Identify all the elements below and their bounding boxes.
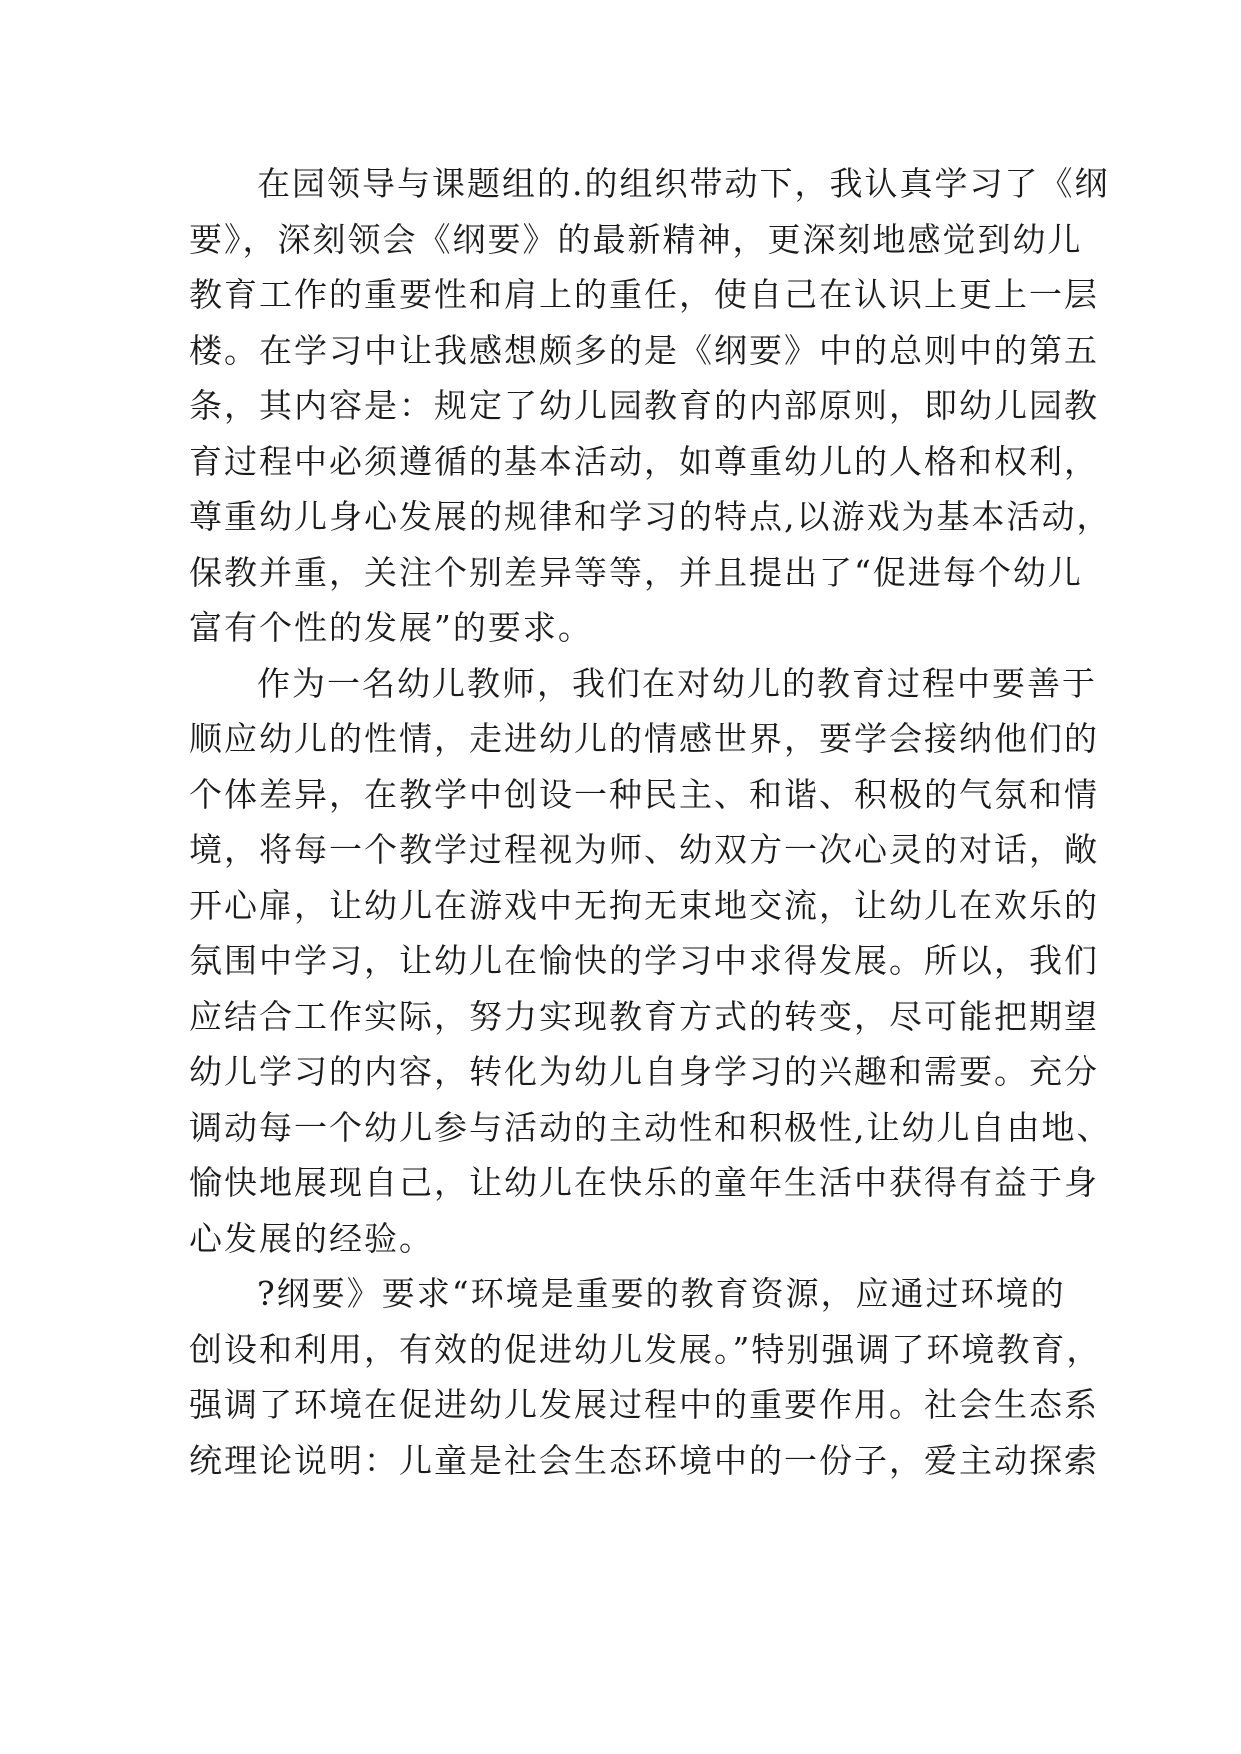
document-body (189, 156, 1112, 1488)
text-line: 强调了环境在促进幼儿发展过程中的重要作用。社会生态系 (189, 1385, 1099, 1424)
text-line: 在园领导与课题组的.的组织带动下，我认真学习了《纲 (257, 164, 1110, 203)
text-line: 教育工作的重要性和肩上的重任，使自己在认识上更上一层 (189, 275, 1099, 314)
text-line: 应结合工作实际，努力实现教育方式的转变，尽可能把期望 (189, 996, 1099, 1036)
text-line: 开心扉，让幼儿在游戏中无拘无束地交流，让幼儿在欢乐的 (189, 885, 1099, 925)
text-line: 统理论说明：儿童是社会生态环境中的一份子，爱主动探索 (189, 1440, 1099, 1480)
text-line: 顺应幼儿的性情，走进幼儿的情感世界，要学会接纳他们的 (189, 719, 1099, 758)
paragraph-2 (189, 656, 1112, 1267)
text-line: 育过程中必须遵循的基本活动，如尊重幼儿的人格和权利， (189, 441, 1099, 481)
paragraph-3 (189, 1266, 1102, 1488)
text-line: 条，其内容是：规定了幼儿园教育的内部原则，即幼儿园教 (189, 386, 1099, 425)
text-line: 愉快地展现自己，让幼儿在快乐的童年生活中获得有益于身 (189, 1163, 1099, 1202)
text-line: 要》，深刻领会《纲要》的最新精神，更深刻地感觉到幼儿 (189, 219, 1083, 259)
text-line: 富有个性的发展”的要求。 (189, 608, 593, 647)
text-line: 个体差异，在教学中创设一种民主、和谐、积极的气氛和情 (189, 774, 1099, 814)
text-line: 楼。在学习中让我感想颇多的是《纲要》中的总则中的第五 (189, 330, 1099, 370)
paragraph-1 (189, 156, 1112, 656)
text-line: 氛围中学习，让幼儿在愉快的学习中求得发展。所以，我们 (189, 941, 1099, 980)
text-line: 保教并重，关注个别差异等等，并且提出了“促进每个幼儿 (189, 552, 1083, 592)
text-line: 幼儿学习的内容，转化为幼儿自身学习的兴趣和需要。充分 (189, 1052, 1099, 1091)
text-line: 尊重幼儿身心发展的规律和学习的特点,以游戏为基本活动， (189, 497, 1112, 536)
text-line: 境，将每一个教学过程视为师、幼双方一次心灵的对话，敞 (189, 830, 1099, 869)
text-line: 调动每一个幼儿参与活动的主动性和积极性,让幼儿自由地、 (189, 1107, 1112, 1147)
text-line: 心发展的经验。 (189, 1218, 434, 1258)
text-line: 创设和利用，有效的促进幼儿发展。”特别强调了环境教育， (189, 1329, 1102, 1369)
text-line: 作为一名幼儿教师，我们在对幼儿的教育过程中要善于 (257, 663, 1097, 703)
text-line: ?纲要》要求“环境是重要的教育资源，应通过环境的 (257, 1274, 1066, 1313)
